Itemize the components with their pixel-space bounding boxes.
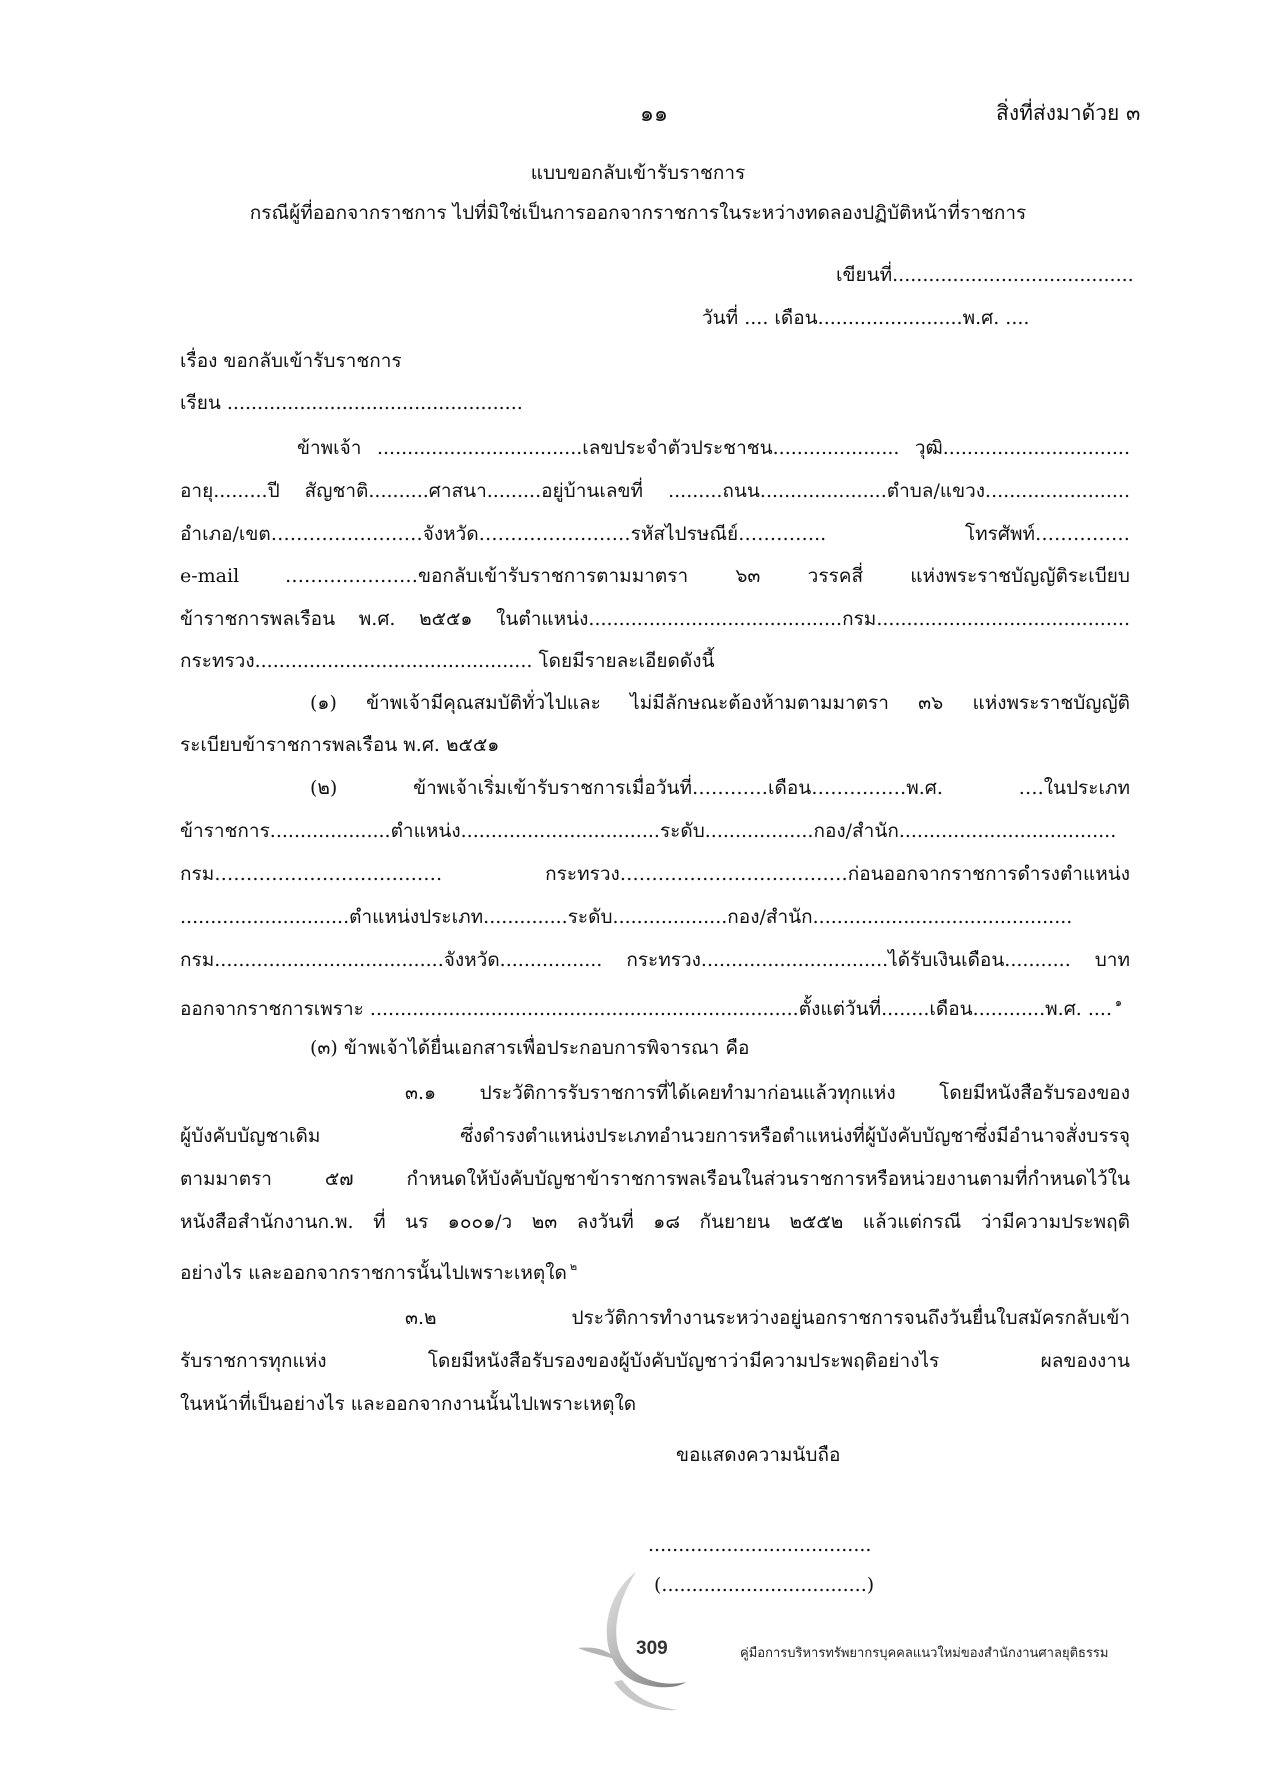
- item-1-line-1: (๑) ข้าพเจ้ามีคุณสมบัติทั่วไปและ ไม่มีลักษณะต้องห้ามตามมาตรา ๓๖ แห่งพระราชบัญญัติ: [310, 692, 1130, 714]
- item-2-line-2: ข้าราชการ....................ตำแหน่ง.................................ระดับ..................กอง/สำนัก....................................: [180, 820, 1117, 842]
- body-line-2: อายุ.........ปี สัญชาติ..........ศาสนา.........อยู่บ้านเลขที่ .........ถนน.....................ตำบล/แขวง........................: [180, 480, 1130, 502]
- form-title: แบบขอกลับเข้ารับราชการ: [530, 162, 746, 184]
- body-line-6: กระทรวง.............................................. โดยมีรายละเอียดดังนี้: [180, 650, 715, 672]
- item-3-1-line-1: ๓.๑ ประวัติการรับราชการที่ได้เคยทำมาก่อนแล้วทุกแห่ง โดยมีหนังสือรับรองของ: [405, 1082, 1130, 1104]
- signature-line: .....................................: [648, 1534, 872, 1556]
- email-label: e-mail: [180, 565, 240, 587]
- body-line-3: อำเภอ/เขต……………………จังหวัด……………………รหัสไปรษณีย์………….. โทรศัพท์……………: [180, 523, 1130, 545]
- signature-name-line: (..................................): [654, 1574, 875, 1596]
- footer-swirl-logo: [578, 1570, 688, 1720]
- item-3-2-line-1: ๓.๒ ประวัติการทำงานระหว่างอยู่นอกราชการจนถึงวันยื่นใบสมัครกลับเข้า: [405, 1307, 1130, 1329]
- item-2-line-6-text: ออกจากราชการเพราะ .......................................................................ตั้งแต่วันที่........เดือน............พ.ศ. ....: [180, 998, 1112, 1020]
- footnote-mark-2: ๒: [569, 1260, 578, 1273]
- item-3-heading: (๓) ข้าพเจ้าได้ยื่นเอกสารเพื่อประกอบการพิจารณา คือ: [310, 1037, 750, 1059]
- body-line-1: ข้าพเจ้า ..................................เลขประจำตัวประชาชน..................... วุฒิ...............................: [297, 437, 1130, 459]
- footer-book-title: คู่มือการบริหารทรัพยากรบุคคลแนวใหม่ของสำนักงานศาลยุติธรรม: [740, 1646, 1109, 1661]
- page-number: 309: [636, 1638, 668, 1659]
- item-2-line-1: (๒) ข้าพเจ้าเริ่มเข้ารับราชการเมื่อวันที่…………เดือน……………พ.ศ. ….ในประเภท: [310, 777, 1130, 799]
- closing-regards: ขอแสดงความนับถือ: [676, 1444, 841, 1466]
- item-2-line-3: กรม……………………………… กระทรวง………………………………ก่อนออกจากราชการดำรงตำแหน่ง: [180, 863, 1130, 885]
- item-3-2-line-3: ในหน้าที่เป็นอย่างไร และออกจากงานนั้นไปเพราะเหตุใด: [180, 1393, 637, 1415]
- item-2-line-5: กรม......................................จังหวัด................. กระทรวง...............................ได้รับเงินเดือน........... บาท: [180, 949, 1130, 971]
- item-3-1-line-3: ตามมาตรา ๕๗ กำหนดให้บังคับบัญชาข้าราชการพลเรือนในส่วนราชการหรือหน่วยงานตามที่กำหนดไว้ใน: [180, 1168, 1130, 1190]
- item-3-1-line-2: ผู้บังคับบัญชาเดิม ซึ่งดำรงตำแหน่งประเภทอำนวยการหรือตำแหน่งที่ผู้บังคับบัญชาซึ่งมีอำนาจสั่งบรรจุ: [180, 1125, 1130, 1147]
- subject-line: เรื่อง ขอกลับเข้ารับราชการ: [180, 350, 402, 372]
- item-3-2-line-2: รับราชการทุกแห่ง โดยมีหนังสือรับรองของผู้บังคับบัญชาว่ามีความประพฤติอย่างไร ผลของงาน: [180, 1350, 1130, 1372]
- item-1-line-2: ระเบียบข้าราชการพลเรือน พ.ศ. ๒๕๕๑: [180, 734, 500, 756]
- footnote-mark-1: ๑: [1115, 996, 1122, 1009]
- attachment-label: สิ่งที่ส่งมาด้วย ๓: [996, 101, 1141, 125]
- page-mark: ๑๑: [640, 102, 668, 127]
- item-3-1-line-4: หนังสือสำนักงานก.พ. ที่ นร ๑๐๐๑/ว ๒๓ ลงวันที่ ๑๘ กันยายน ๒๕๕๒ แล้วแต่กรณี ว่ามีความประพฤติ: [180, 1211, 1130, 1233]
- body-line-5: ข้าราชการพลเรือน พ.ศ. ๒๕๕๑ ในตำแหน่ง..........................................กรม..........................................: [180, 608, 1130, 630]
- item-3-1-line-5: [180, 1254, 577, 1286]
- date-line: วันที่ .... เดือน........................พ.ศ. ....: [702, 307, 1030, 329]
- item-2-line-4: ............................ตำแหน่งประเภท..............ระดับ...................กอง/สำนัก...........................................: [180, 906, 1073, 928]
- body-line-4: …………………ขอกลับเข้ารับราชการตามมาตรา ๖๓ วรรคสี่ แห่งพระราชบัญญัติระเบียบ: [285, 565, 1130, 587]
- form-subtitle: กรณีผู้ที่ออกจากราชการ ไปที่มิใช่เป็นการออกจากราชการในระหว่างทดลองปฏิบัติหน้าที่ราชการ: [249, 202, 1027, 224]
- written-at: เขียนที่........................................: [836, 264, 1134, 286]
- salutation-line: เรียน .................................................: [180, 392, 523, 414]
- item-2-line-6: [180, 990, 1122, 1022]
- item-3-1-line-5-text: อย่างไร และออกจากราชการนั้นไปเพราะเหตุใด: [180, 1262, 567, 1284]
